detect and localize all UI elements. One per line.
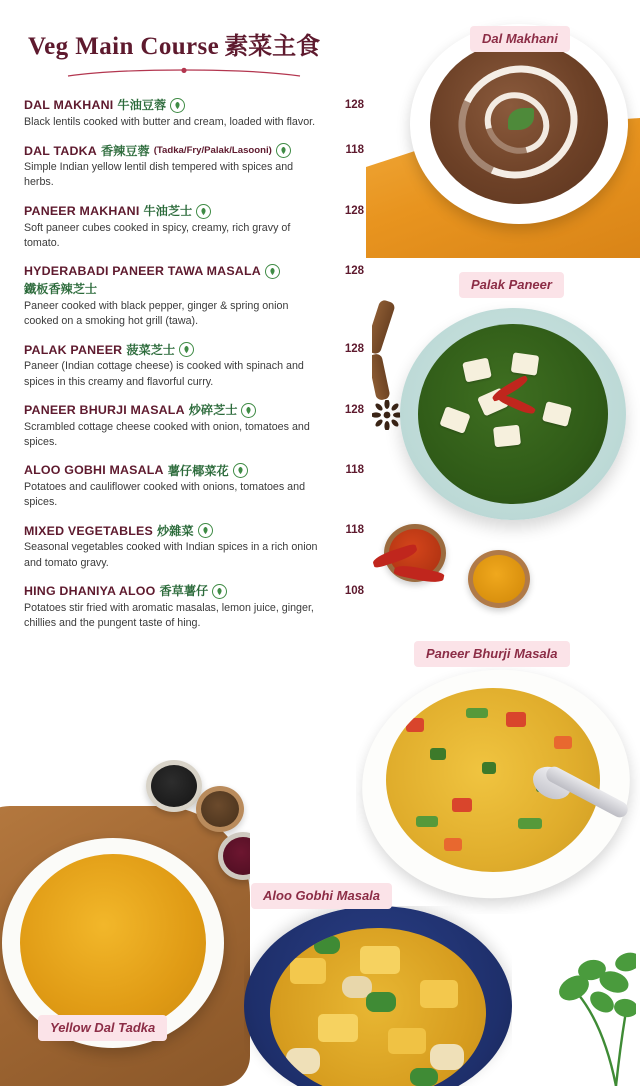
photo-label-paneer-bhurji: Paneer Bhurji Masala (414, 641, 570, 667)
page-title (28, 26, 408, 61)
menu-item-price: 128 (344, 264, 364, 277)
menu-item-description: Soft paneer cubes cooked in spicy, creamy, rich gravy of tomato. (24, 221, 291, 249)
aloo-gobhi-food (270, 928, 486, 1086)
menu-item-price: 128 (344, 403, 364, 416)
menu-list (24, 98, 364, 644)
bean-piece (518, 818, 542, 829)
menu-item-price: 118 (345, 464, 364, 477)
carrot-piece (444, 838, 462, 851)
menu-item-heading (24, 463, 364, 478)
menu-item-description: Paneer cooked with black pepper, ginger & spring onion cooked on a smoking hot grill (tawa). (24, 299, 289, 328)
potato-piece (360, 946, 400, 974)
menu-item-description: Potatoes and cauliflower cooked with onions, tomatoes and spices. (24, 481, 306, 509)
veg-symbol-icon (233, 463, 248, 478)
menu-item-description: Scrambled cottage cheese cooked with onion, tomatoes and spices. (24, 420, 310, 448)
potato-piece (318, 1014, 358, 1042)
menu-item-description: Paneer (Indian cottage cheese) is cooked with spinach and spices in this creamy and flavorful curry. (24, 360, 304, 388)
tomato-piece (452, 798, 472, 812)
veg-symbol-icon (179, 342, 194, 357)
paneer-cube (511, 352, 540, 375)
menu-item[interactable] (24, 342, 364, 389)
veg-symbol-icon (265, 264, 280, 279)
veg-symbol-icon (212, 584, 227, 599)
menu-item-description: Seasonal vegetables cooked with Indian spices in a rich onion and tomato gravy. (24, 541, 318, 569)
cinnamon-stick (372, 353, 391, 401)
carrot-piece (554, 736, 572, 749)
yellow-dal-curry (20, 854, 206, 1032)
veg-symbol-icon (241, 403, 256, 418)
star-anise-icon (372, 400, 402, 430)
menu-item-description: Potatoes stir fried with aromatic masalas, lemon juice, ginger, chillies and the pungent taste of hing. (24, 601, 314, 629)
cilantro-garnish (366, 992, 396, 1012)
menu-item-description: Simple Indian yellow lentil dish tempered with spices and herbs. (24, 161, 294, 189)
menu-item-name-chinese: 牛油芝士 (143, 204, 193, 219)
menu-item-name-chinese: 炒碎芝士 (188, 403, 238, 418)
menu-item-name: DAL MAKHANI (24, 98, 114, 113)
cauliflower-piece (286, 1048, 320, 1074)
menu-item-name-chinese: 香草薯仔 (159, 584, 209, 599)
menu-item-name-chinese: 牛油豆蓉 (117, 98, 167, 113)
veg-symbol-icon (170, 98, 185, 113)
dish-photo-aloo-gobhi (244, 906, 512, 1086)
photo-label-dal-makhani: Dal Makhani (470, 26, 570, 52)
menu-item-price: 108 (344, 584, 364, 597)
menu-item[interactable] (24, 584, 364, 631)
menu-item-price: 118 (345, 144, 364, 157)
menu-item[interactable] (24, 98, 364, 130)
veg-symbol-icon (198, 523, 213, 538)
menu-item-price: 118 (345, 524, 364, 537)
bean-piece (466, 708, 488, 718)
page-title-chinese: 素菜主食 (224, 32, 321, 60)
page-header (28, 26, 408, 81)
menu-item[interactable] (24, 523, 364, 570)
menu-item-heading (24, 264, 364, 279)
cilantro-garnish (314, 936, 340, 954)
menu-item[interactable] (24, 264, 364, 329)
photo-label-aloo-gobhi: Aloo Gobhi Masala (251, 883, 392, 909)
menu-item-heading (24, 204, 364, 219)
menu-item-name-chinese: 薯仔椰菜花 (167, 463, 229, 478)
photo-label-yellow-dal-tadka: Yellow Dal Tadka (38, 1015, 167, 1041)
menu-item-heading (24, 98, 364, 113)
dish-photo-palak-paneer (372, 300, 640, 630)
menu-item-heading (24, 342, 364, 357)
dish-photo-paneer-bhurji (356, 664, 640, 914)
pea-piece (430, 748, 446, 760)
menu-item-price: 128 (344, 204, 364, 217)
menu-item-name: DAL TADKA (24, 143, 97, 158)
cilantro-garnish (410, 1068, 438, 1086)
cinnamon-stick (372, 300, 396, 355)
menu-item-name: HYDERABADI PANEER TAWA MASALA (24, 264, 261, 279)
menu-item[interactable] (24, 463, 364, 510)
spice-bowl-black-seeds (146, 760, 202, 812)
pea-piece (482, 762, 496, 774)
bean-piece (416, 816, 438, 827)
parsley-garnish-icon (516, 936, 636, 1086)
menu-item-name-chinese: 菠菜芝士 (126, 342, 176, 357)
spice-bowl-brown (196, 786, 244, 832)
veg-symbol-icon (276, 143, 291, 158)
tomato-piece (406, 718, 424, 732)
menu-item-description: Black lentils cooked with butter and cream, loaded with flavor. (24, 116, 316, 128)
spice-bowl-turmeric (468, 550, 530, 608)
paneer-cube (493, 425, 521, 448)
menu-item[interactable] (24, 204, 364, 251)
veg-symbol-icon (196, 204, 211, 219)
menu-item-name-chinese: 炒雜菜 (156, 523, 194, 538)
menu-item-name: ALOO GOBHI MASALA (24, 463, 164, 478)
page-title-english: Veg Main Course (28, 33, 220, 60)
menu-item-name: HING DHANIYA ALOO (24, 584, 156, 599)
menu-item-heading (24, 523, 364, 538)
menu-item-name: MIXED VEGETABLES (24, 523, 153, 538)
potato-piece (388, 1028, 426, 1054)
menu-item-heading (24, 584, 364, 599)
potato-piece (290, 958, 326, 984)
menu-item-price: 128 (344, 343, 364, 356)
menu-item-heading (24, 403, 364, 418)
menu-item-name-chinese: 鐵板香辣芝士 (24, 281, 98, 296)
potato-piece (420, 980, 458, 1008)
menu-item[interactable] (24, 143, 364, 190)
menu-item-name-chinese: 香辣豆蓉 (100, 143, 150, 158)
menu-item-name: PALAK PANEER (24, 342, 123, 357)
menu-item-variants: (Tadka/Fry/Palak/Lasooni) (153, 145, 272, 157)
cauliflower-piece (430, 1044, 464, 1070)
tomato-piece (506, 712, 526, 727)
menu-item-price: 128 (344, 99, 364, 111)
menu-item-name: PANEER MAKHANI (24, 203, 140, 218)
menu-item-heading (24, 143, 364, 158)
photo-label-palak-paneer: Palak Paneer (459, 272, 564, 298)
menu-item-name: PANEER BHURJI MASALA (24, 403, 185, 418)
menu-item[interactable] (24, 403, 364, 450)
title-flourish (64, 67, 304, 81)
